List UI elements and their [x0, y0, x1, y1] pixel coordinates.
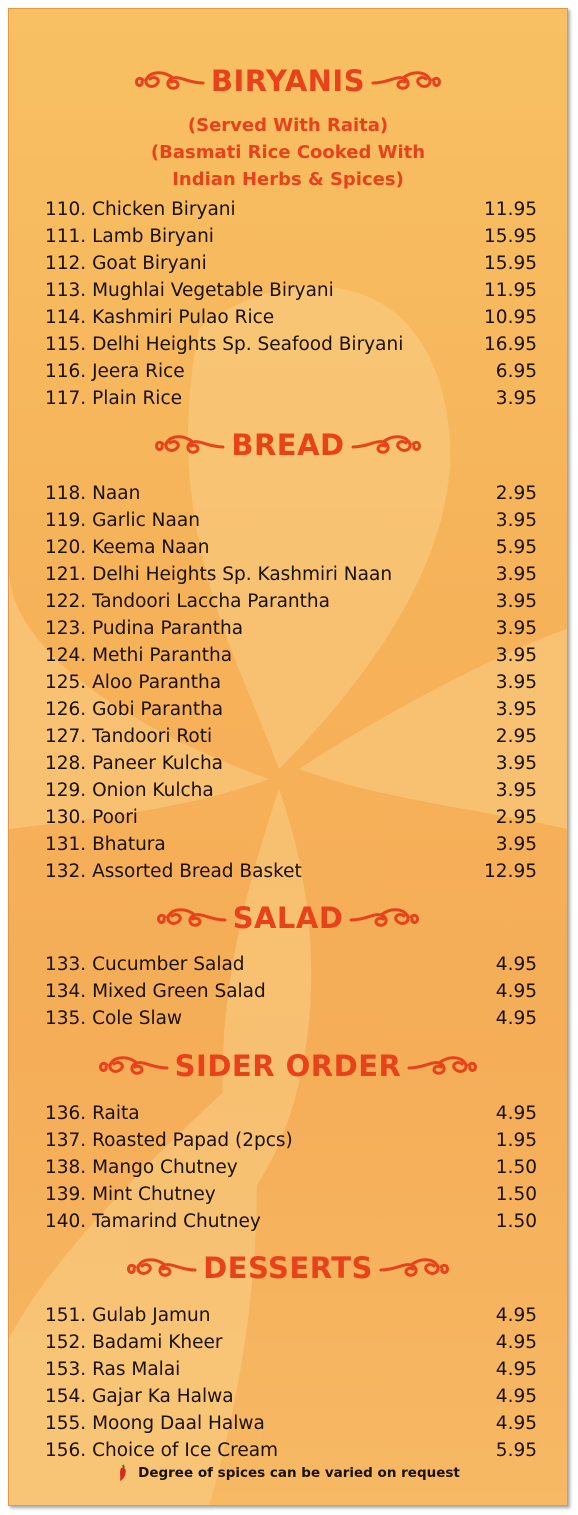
menu-list-desserts	[9, 1302, 567, 1464]
menu-item-name: 130. Poori	[45, 807, 138, 828]
footnote-text: Degree of spices can be varied on request	[138, 1465, 460, 1481]
menu-item-name: 131. Bhatura	[45, 834, 166, 855]
menu-item-price: 5.95	[495, 1440, 537, 1461]
menu-item-price: 3.95	[495, 388, 537, 409]
menu-item	[9, 1208, 567, 1235]
menu-item	[9, 669, 567, 696]
menu-item	[9, 223, 567, 250]
menu-item	[9, 1383, 567, 1410]
menu-item-price: 3.95	[495, 645, 537, 666]
menu-item-price: 2.95	[495, 807, 537, 828]
section-heading-sider-order	[9, 1046, 567, 1086]
menu-item-price: 4.95	[495, 1103, 537, 1124]
subtitle-line: (Served With Raita)	[187, 115, 389, 136]
subtitle-line: (Basmati Rice Cooked With	[150, 142, 426, 163]
section-title: BIRYANIS	[210, 64, 366, 98]
menu-item-name: 132. Assorted Bread Basket	[45, 861, 302, 882]
menu-item-name: 117. Plain Rice	[45, 388, 182, 409]
footnote	[9, 1464, 567, 1482]
menu-item	[9, 1329, 567, 1356]
menu-item	[9, 1410, 567, 1437]
menu-item-price: 1.50	[495, 1157, 537, 1178]
menu-item	[9, 588, 567, 615]
menu-list-bread	[9, 480, 567, 885]
menu-item-name: 152. Badami Kheer	[45, 1332, 223, 1353]
menu-item-name: 127. Tandoori Roti	[45, 726, 213, 747]
menu-item	[9, 358, 567, 385]
menu-item-price: 11.95	[484, 280, 537, 301]
menu-item-name: 126. Gobi Parantha	[45, 699, 224, 720]
menu-item-price: 2.95	[495, 726, 537, 747]
menu-item-name: 135. Cole Slaw	[45, 1008, 183, 1029]
menu-item-price: 12.95	[484, 861, 537, 882]
menu-item-name: 115. Delhi Heights Sp. Seafood Biryani	[45, 334, 404, 355]
section-heading-bread	[9, 425, 567, 465]
flourish-right-icon	[351, 430, 423, 460]
menu-item-price: 2.95	[495, 483, 537, 504]
menu-item-price: 16.95	[484, 334, 537, 355]
menu-item-name: 121. Delhi Heights Sp. Kashmiri Naan	[45, 564, 393, 585]
menu-item-name: 113. Mughlai Vegetable Biryani	[45, 280, 334, 301]
section-title: BREAD	[231, 428, 345, 462]
flourish-right-icon	[349, 903, 421, 933]
menu-item-price: 3.95	[495, 510, 537, 531]
menu-item-price: 3.95	[495, 699, 537, 720]
menu-item-name: 137. Roasted Papad (2pcs)	[45, 1130, 293, 1151]
section-heading-desserts	[9, 1248, 567, 1288]
menu-item-price: 4.95	[495, 1008, 537, 1029]
menu-item-name: 111. Lamb Biryani	[45, 226, 214, 247]
menu-item	[9, 385, 567, 412]
flourish-left-icon	[133, 66, 205, 96]
menu-item-price: 4.95	[495, 981, 537, 1002]
menu-item-name: 110. Chicken Biryani	[45, 199, 236, 220]
menu-item	[9, 304, 567, 331]
menu-item-price: 3.95	[495, 564, 537, 585]
menu-item-price: 3.95	[495, 591, 537, 612]
section-title: SIDER ORDER	[174, 1049, 402, 1083]
menu-item-name: 151. Gulab Jamun	[45, 1305, 211, 1326]
menu-item	[9, 858, 567, 885]
flourish-right-icon	[407, 1051, 479, 1081]
menu-item-name: 138. Mango Chutney	[45, 1157, 238, 1178]
menu-item-name: 125. Aloo Parantha	[45, 672, 222, 693]
menu-item-price: 4.95	[495, 954, 537, 975]
menu-item-price: 3.95	[495, 834, 537, 855]
menu-item-price: 1.50	[495, 1184, 537, 1205]
menu-item-price: 5.95	[495, 537, 537, 558]
menu-item	[9, 1100, 567, 1127]
menu-item-name: 118. Naan	[45, 483, 141, 504]
section-subtitle	[9, 112, 567, 193]
menu-item-price: 4.95	[495, 1386, 537, 1407]
menu-item-name: 129. Onion Kulcha	[45, 780, 214, 801]
section-title: DESSERTS	[203, 1251, 373, 1285]
menu-item	[9, 777, 567, 804]
menu-item	[9, 723, 567, 750]
flourish-left-icon	[125, 1253, 197, 1283]
flourish-right-icon	[371, 66, 443, 96]
menu-item-name: 114. Kashmiri Pulao Rice	[45, 307, 275, 328]
menu-item-name: 120. Keema Naan	[45, 537, 210, 558]
menu-item	[9, 642, 567, 669]
menu-item-price: 1.50	[495, 1211, 537, 1232]
chili-pepper-icon	[116, 1464, 130, 1482]
menu-item-name: 153. Ras Malai	[45, 1359, 181, 1380]
menu-item-price: 10.95	[484, 307, 537, 328]
menu-item-name: 136. Raita	[45, 1103, 140, 1124]
menu-item-name: 122. Tandoori Laccha Parantha	[45, 591, 330, 612]
menu-item	[9, 831, 567, 858]
section-heading-biryanis	[9, 61, 567, 101]
menu-item-name: 116. Jeera Rice	[45, 361, 185, 382]
menu-item	[9, 1302, 567, 1329]
menu-item-price: 15.95	[484, 226, 537, 247]
menu-item-name: 128. Paneer Kulcha	[45, 753, 224, 774]
menu-item	[9, 1181, 567, 1208]
menu-item	[9, 1127, 567, 1154]
menu-item	[9, 196, 567, 223]
menu-item	[9, 951, 567, 978]
menu-item-name: 124. Methi Parantha	[45, 645, 233, 666]
flourish-left-icon	[153, 430, 225, 460]
menu-item	[9, 561, 567, 588]
menu-item-price: 4.95	[495, 1359, 537, 1380]
menu-item-name: 156. Choice of Ice Cream	[45, 1440, 279, 1461]
menu-item-name: 112. Goat Biryani	[45, 253, 207, 274]
menu-page	[8, 8, 568, 1506]
menu-item-name: 155. Moong Daal Halwa	[45, 1413, 265, 1434]
menu-content	[9, 9, 567, 1505]
menu-list-biryanis	[9, 196, 567, 412]
menu-item-price: 11.95	[484, 199, 537, 220]
menu-item-price: 4.95	[495, 1305, 537, 1326]
menu-item-price: 4.95	[495, 1413, 537, 1434]
flourish-left-icon	[97, 1051, 169, 1081]
menu-list-sider-order	[9, 1100, 567, 1235]
menu-item	[9, 615, 567, 642]
menu-item-name: 134. Mixed Green Salad	[45, 981, 266, 1002]
menu-item	[9, 507, 567, 534]
section-title: SALAD	[232, 901, 344, 935]
menu-item	[9, 804, 567, 831]
menu-item-price: 4.95	[495, 1332, 537, 1353]
flourish-right-icon	[379, 1253, 451, 1283]
menu-item	[9, 1356, 567, 1383]
menu-item	[9, 978, 567, 1005]
menu-item	[9, 1005, 567, 1032]
section-heading-salad	[9, 898, 567, 938]
menu-item	[9, 1154, 567, 1181]
menu-item	[9, 480, 567, 507]
menu-item	[9, 331, 567, 358]
menu-item-price: 3.95	[495, 753, 537, 774]
menu-item	[9, 750, 567, 777]
menu-item-price: 15.95	[484, 253, 537, 274]
menu-item	[9, 250, 567, 277]
menu-item-price: 1.95	[495, 1130, 537, 1151]
menu-list-salad	[9, 951, 567, 1032]
menu-item	[9, 1437, 567, 1464]
menu-item-name: 123. Pudina Parantha	[45, 618, 244, 639]
menu-item-price: 6.95	[495, 361, 537, 382]
menu-item-name: 154. Gajar Ka Halwa	[45, 1386, 234, 1407]
menu-item-price: 3.95	[495, 780, 537, 801]
flourish-left-icon	[155, 903, 227, 933]
menu-item-name: 139. Mint Chutney	[45, 1184, 216, 1205]
menu-item	[9, 696, 567, 723]
menu-item-price: 3.95	[495, 618, 537, 639]
menu-item-name: 140. Tamarind Chutney	[45, 1211, 261, 1232]
menu-item-name: 119. Garlic Naan	[45, 510, 200, 531]
menu-item-name: 133. Cucumber Salad	[45, 954, 245, 975]
menu-item-price: 3.95	[495, 672, 537, 693]
subtitle-line: Indian Herbs & Spices)	[172, 169, 404, 190]
menu-item	[9, 534, 567, 561]
menu-item	[9, 277, 567, 304]
